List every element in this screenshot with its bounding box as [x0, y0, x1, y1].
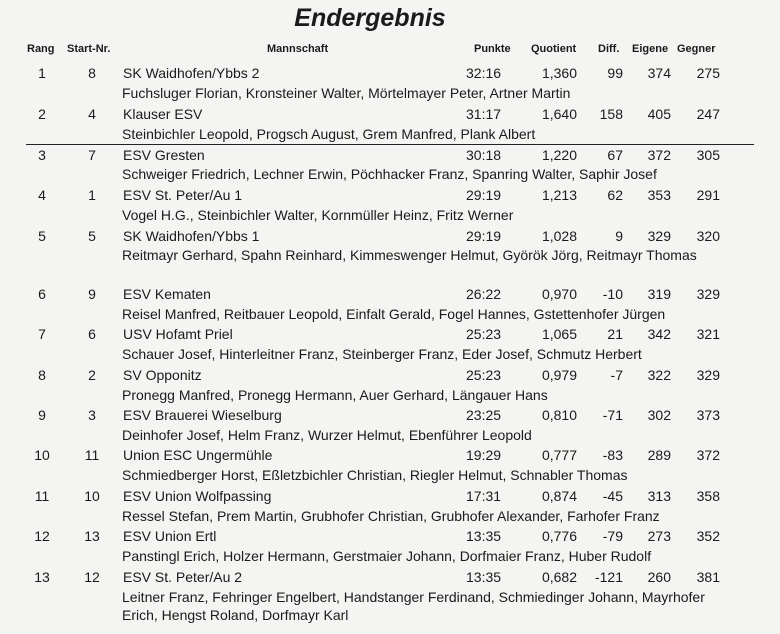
own-points-cell: 319: [647, 286, 671, 302]
quotient-cell: 1,213: [541, 187, 577, 203]
start-number-cell: 1: [88, 187, 96, 203]
page-title: Endergebnis: [294, 4, 446, 32]
start-number-cell: 11: [84, 447, 100, 463]
points-cell: 13:35: [466, 528, 502, 544]
points-cell: 25:23: [466, 367, 502, 383]
team-players: Steinbichler Leopold, Progsch August, Grem Manfred, Plank Albert: [122, 126, 536, 142]
team-players: Panstingl Erich, Holzer Hermann, Gerstmaier Johann, Dorfmaier Franz, Huber Rudolf: [122, 548, 652, 564]
diff-cell: 9: [615, 228, 623, 244]
start-number-cell: 9: [88, 286, 96, 302]
team-name: ESV Union Ertl: [123, 528, 217, 544]
start-number-cell: 5: [88, 228, 96, 244]
rank-cell: 11: [34, 488, 50, 504]
header-punkte: Punkte: [474, 43, 511, 55]
quotient-cell: 0,682: [541, 569, 577, 585]
opponent-points-cell: 321: [696, 326, 720, 342]
team-players: Ressel Stefan, Prem Martin, Grubhofer Christian, Grubhofer Alexander, Farhofer Franz: [122, 508, 660, 524]
own-points-cell: 260: [647, 569, 671, 585]
own-points-cell: 353: [647, 187, 671, 203]
quotient-cell: 1,360: [541, 65, 577, 81]
header-mannschaft: Mannschaft: [267, 43, 329, 55]
diff-cell: 62: [607, 187, 623, 203]
rank-cell: 9: [38, 407, 46, 423]
team-players: Pronegg Manfred, Pronegg Hermann, Auer Gerhard, Längauer Hans: [122, 387, 548, 403]
points-cell: 26:22: [466, 286, 502, 302]
quotient-cell: 0,810: [541, 407, 577, 423]
rank-cell: 8: [38, 367, 46, 383]
diff-cell: -10: [602, 286, 623, 302]
points-cell: 31:17: [466, 106, 502, 122]
own-points-cell: 289: [647, 447, 671, 463]
opponent-points-cell: 320: [696, 228, 720, 244]
rank-cell: 7: [38, 326, 46, 342]
start-number-cell: 12: [84, 569, 100, 585]
opponent-points-cell: 352: [696, 528, 720, 544]
own-points-cell: 322: [647, 367, 671, 383]
own-points-cell: 302: [647, 407, 671, 423]
points-cell: 30:18: [466, 147, 502, 163]
points-cell: 23:25: [466, 407, 502, 423]
opponent-points-cell: 358: [696, 488, 720, 504]
header-gegner: Gegner: [677, 43, 716, 55]
own-points-cell: 405: [647, 106, 671, 122]
opponent-points-cell: 247: [696, 106, 720, 122]
team-name: ESV St. Peter/Au 1: [123, 187, 243, 203]
quotient-cell: 1,065: [541, 326, 577, 342]
start-number-cell: 6: [88, 326, 96, 342]
team-name: Union ESC Ungermühle: [123, 447, 273, 463]
header-quotient: Quotient: [531, 43, 577, 55]
quotient-cell: 1,028: [541, 228, 577, 244]
points-cell: 25:23: [466, 326, 502, 342]
diff-cell: -121: [594, 569, 623, 585]
rank-cell: 6: [38, 286, 46, 302]
diff-cell: -7: [610, 367, 623, 383]
points-cell: 29:19: [466, 228, 502, 244]
team-players: Reisel Manfred, Reitbauer Leopold, Einfalt Gerald, Fogel Hannes, Gstettenhofer Jürgen: [122, 306, 666, 322]
own-points-cell: 374: [647, 65, 671, 81]
team-name: USV Hofamt Priel: [123, 326, 233, 342]
opponent-points-cell: 329: [696, 286, 720, 302]
diff-cell: 158: [599, 106, 623, 122]
header-rang: Rang: [27, 43, 55, 55]
points-cell: 19:29: [466, 447, 502, 463]
points-cell: 32:16: [466, 65, 502, 81]
team-name: SK Waidhofen/Ybbs 2: [123, 65, 260, 81]
rank-cell: 13: [34, 569, 50, 585]
rank-cell: 10: [34, 447, 50, 463]
start-number-cell: 13: [84, 528, 100, 544]
team-players: Deinhofer Josef, Helm Franz, Wurzer Helmut, Ebenführer Leopold: [122, 427, 532, 443]
header-start-nr: Start-Nr.: [67, 43, 111, 55]
opponent-points-cell: 291: [696, 187, 720, 203]
own-points-cell: 329: [647, 228, 671, 244]
team-name: SK Waidhofen/Ybbs 1: [123, 228, 260, 244]
team-players: Fuchsluger Florian, Kronsteiner Walter, Mörtelmayer Peter, Artner Martin: [122, 85, 571, 101]
team-players: Schauer Josef, Hinterleitner Franz, Steinberger Franz, Eder Josef, Schmutz Herbert: [122, 346, 642, 362]
rank-cell: 3: [38, 147, 46, 163]
start-number-cell: 4: [88, 106, 96, 122]
points-cell: 17:31: [466, 488, 502, 504]
team-name: Klauser ESV: [123, 106, 203, 122]
quotient-cell: 0,776: [541, 528, 577, 544]
diff-cell: -83: [602, 447, 623, 463]
points-cell: 13:35: [466, 569, 502, 585]
points-cell: 29:19: [466, 187, 502, 203]
team-name: ESV Union Wolfpassing: [123, 488, 272, 504]
own-points-cell: 342: [647, 326, 671, 342]
quotient-cell: 0,970: [541, 286, 577, 302]
start-number-cell: 2: [88, 367, 96, 383]
opponent-points-cell: 329: [696, 367, 720, 383]
diff-cell: -71: [602, 407, 623, 423]
diff-cell: -45: [602, 488, 623, 504]
diff-cell: -79: [602, 528, 623, 544]
opponent-points-cell: 372: [696, 447, 720, 463]
quotient-cell: 1,640: [541, 106, 577, 122]
opponent-points-cell: 305: [696, 147, 720, 163]
opponent-points-cell: 373: [696, 407, 720, 423]
start-number-cell: 8: [88, 65, 96, 81]
rank-cell: 1: [38, 65, 46, 81]
team-name: ESV Gresten: [123, 147, 205, 163]
own-points-cell: 313: [647, 488, 671, 504]
rank-cell: 2: [38, 106, 46, 122]
team-name: ESV St. Peter/Au 2: [123, 569, 243, 585]
start-number-cell: 10: [84, 488, 100, 504]
quotient-cell: 0,979: [541, 367, 577, 383]
own-points-cell: 372: [647, 147, 671, 163]
diff-cell: 67: [607, 147, 623, 163]
opponent-points-cell: 275: [696, 65, 720, 81]
quotient-cell: 0,874: [541, 488, 577, 504]
diff-cell: 99: [607, 65, 623, 81]
header-eigene: Eigene: [632, 43, 669, 55]
rank-cell: 12: [34, 528, 50, 544]
team-players: Leitner Franz, Fehringer Engelbert, Handstanger Ferdinand, Schmiedinger Johann, Mayrhofer Erich, Hengst Roland, Dorfmayr Karl: [122, 589, 705, 623]
opponent-points-cell: 381: [696, 569, 720, 585]
start-number-cell: 7: [88, 147, 96, 163]
team-players: Schmiedberger Horst, Eßletzbichler Christian, Riegler Helmut, Schnabler Thomas: [122, 467, 628, 483]
team-players: Schweiger Friedrich, Lechner Erwin, Pöchhacker Franz, Spanring Walter, Saphir Josef: [122, 166, 657, 182]
quotient-cell: 0,777: [541, 447, 577, 463]
header-diff: Diff.: [598, 43, 620, 55]
team-name: SV Opponitz: [123, 367, 202, 383]
quotient-cell: 1,220: [541, 147, 577, 163]
start-number-cell: 3: [88, 407, 96, 423]
diff-cell: 21: [607, 326, 623, 342]
team-players: Reitmayr Gerhard, Spahn Reinhard, Kimmeswenger Helmut, Györök Jörg, Reitmayr Thomas: [122, 247, 697, 263]
team-name: ESV Kematen: [123, 286, 211, 302]
rank-cell: 4: [38, 187, 46, 203]
team-players: Vogel H.G., Steinbichler Walter, Kornmüller Heinz, Fritz Werner: [122, 207, 514, 223]
team-name: ESV Brauerei Wieselburg: [123, 407, 282, 423]
rank-cell: 5: [38, 228, 46, 244]
own-points-cell: 273: [647, 528, 671, 544]
